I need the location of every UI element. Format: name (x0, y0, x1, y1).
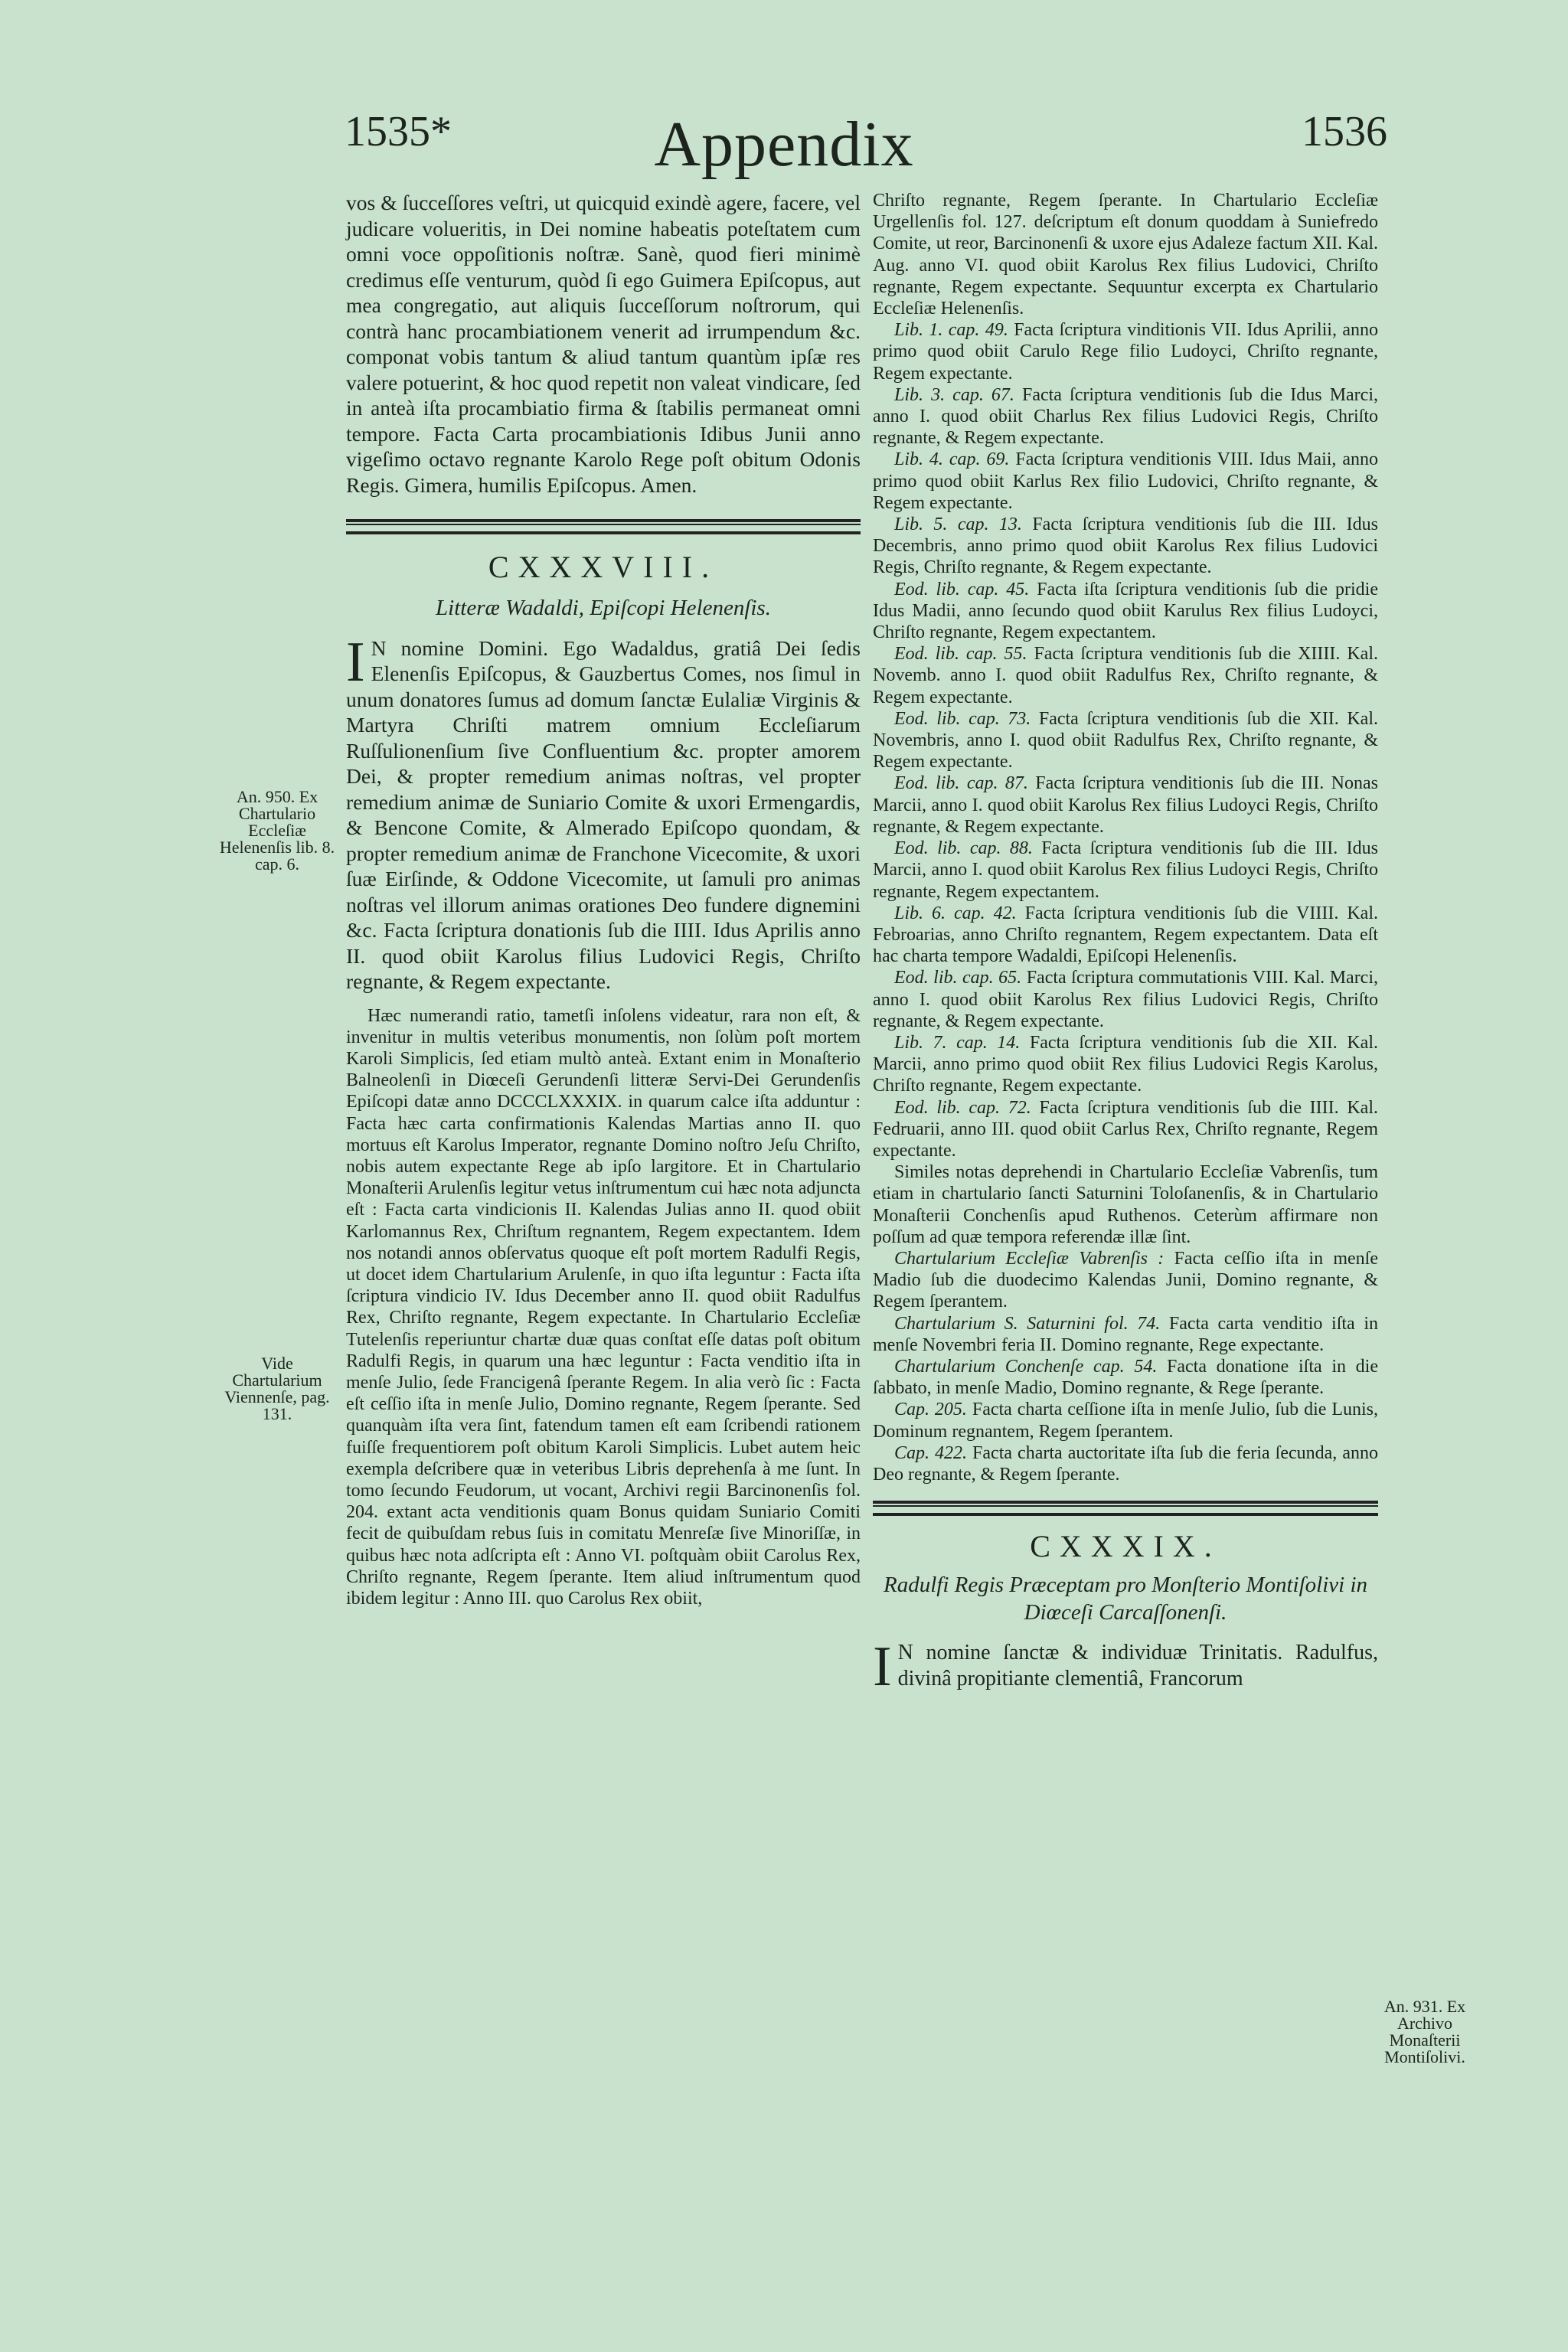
charter-138 (346, 630, 861, 995)
cartulary-excerpt (873, 1313, 1378, 1356)
cartulary-entry (873, 643, 1378, 708)
cartulary-entry-ref: Lib. 6. cap. 42. (894, 903, 1017, 923)
section-divider (346, 519, 861, 534)
cartulary-entry-text: Facta ſcriptura venditionis VIII. Idus Maii, anno primo quod obiit Karlus Rex filio Ludovici, Chriſto regnante, & Regem expectante. (873, 449, 1378, 513)
cartulary-entry (873, 708, 1378, 773)
cartulary-entry-text: Facta ſcriptura commutationis VIII. Kal. Marci, anno I. quod obiit Karolus Rex filius Ludovici Regis, Chriſto regnante, & Regem expectante. (873, 968, 1379, 1031)
margin-note-source: An. 950. Ex Chartulario Eccleſiæ Helenenſis lib. 8. cap. 6. (219, 787, 335, 874)
right-top-text: Chriſto regnante, Regem ſperante. In Chartulario Eccleſiæ Urgellenſis fol. 127. deſcriptum eſt donum quoddam à Suniefredo Comite, ut reor, Barcinonenſi & uxore ejus Adaleze factum XII. Kal. Aug. anno VI. quod obiit Karolus Rex filius Ludovici, Chriſto regnante, Regem expectante. Sequuntur excerpta ex Chartulario Eccleſiæ Helenenſis. (873, 191, 1378, 319)
section-number-138: CXXXVIII. (488, 550, 719, 584)
cartulary-excerpt-text: Facta charta auctoritate iſta ſub die feria ſecunda, anno Deo regnante, & Regem ſperante. (873, 1442, 1378, 1485)
running-title: Appendix (654, 109, 914, 180)
section-number-139: CXXXIX. (1030, 1529, 1221, 1564)
cartulary-entry-ref: Eod. lib. cap. 72. (894, 1097, 1031, 1118)
cartulary-excerpt-ref: Cap. 422. (894, 1442, 968, 1463)
charter-138-text: N nomine Domini. Ego Wadaldus, gratiâ Dei ſedis Elenenſis Epiſcopus, & Gauzbertus Comes, nos ſimul in unum donatores ſumus ad domum ſanctæ Eulaliæ Virginis & Martyra Chriſti matrem omnium Eccleſiarum Ruſſulionenſium ſive Confluentium &c. propter amorem Dei, & propter remedium animas noſtras, vel propter remedium animæ de Suniario Comite & uxori Ermengardis, & Bencone Comite, & Almerado Epiſcopo quondam, & propter remedium animæ de Franchone Vicecomite, & uxori ſuæ Eirſinde, & Oddone Vicecomite, ut ſamuli pro animas noſtras vel illorum animas orationes Deo fundere dignemini &c. Facta ſcriptura donationis ſub die IIII. Idus Aprilis anno II. quod obiit Karolus filius Ludovici Regis, Chriſto regnante, & Regem expectante. (346, 635, 861, 993)
cartulary-entry-ref: Lib. 4. cap. 69. (894, 449, 1010, 470)
charter-139-text: N nomine ſanctæ & individuæ Trinitatis. Radulfus, divinâ propitiante clementiâ, Francorum (897, 1641, 1378, 1691)
cartulary-entry (873, 1032, 1378, 1097)
left-column (346, 190, 861, 1609)
drop-cap-2: I (873, 1635, 892, 1699)
drop-cap: I (346, 630, 365, 694)
cartulary-entry (873, 967, 1378, 1032)
cartulary-entry-ref: Eod. lib. cap. 88. (894, 838, 1033, 859)
cartulary-entry-ref: Eod. lib. cap. 45. (894, 579, 1030, 599)
cartulary-entry-text: Facta ſcriptura venditionis ſub die Idus Marci, anno I. quod obiit Charlus Rex filius Ludovici Regis, Chriſto regnante, & Regem expectante. (873, 384, 1378, 449)
cartulary-entry-text: Facta ſcriptura venditionis ſub die III. Idus Decembris, anno primo quod obiit Karolus Rex filius Ludovici Regis, Chriſto regnante, & Regem expectante. (873, 514, 1378, 578)
cartulary-entry-text: Facta ſcriptura venditionis ſub die VIIII. Kal. Febroarias, anno Chriſto regnantem, Regem expectantem. Data eſt hac charta tempore Wadaldi, Epiſcopi Helenenſis. (873, 903, 1379, 967)
cartulary-entry (873, 773, 1378, 838)
section-divider-2 (873, 1501, 1378, 1516)
cartulary-excerpt-ref: Chartularium Eccleſiæ Vabrenſis : (894, 1248, 1165, 1269)
cartulary-excerpt (873, 1356, 1378, 1399)
cartulary-entry-ref: Lib. 3. cap. 67. (894, 384, 1014, 405)
cartulary-excerpt-ref: Cap. 205. (894, 1400, 967, 1420)
cartulary-entry-ref: Lib. 7. cap. 14. (894, 1032, 1021, 1053)
page-number-left: 1535* (345, 108, 452, 155)
margin-note-reference: Vide Chartularium Viennenſe, pag. 131. (224, 1354, 330, 1423)
cartulary-entry (873, 838, 1378, 903)
similes-paragraph: Similes notas deprehendi in Chartulario Eccleſiæ Vabrenſis, tum etiam in chartulario ſancti Saturnini Toloſanenſis, & in Chartulario Monaſterii Conchenſis apud Ruthenos. Ceterùm affirmare non poſſum ad quæ tempora referendæ illæ ſint. (873, 1162, 1378, 1247)
cartulary-entry-text: Facta iſta ſcriptura venditionis ſub die pridie Idus Madii, anno ſecundo quod obiit Karulus Rex filius Ludoyci, Chriſto regnante, Regem expectantem. (873, 579, 1378, 643)
cartulary-excerpt-text: Facta donatione iſta in die ſabbato, in menſe Madio, Domino regnante, & Rege ſperante. (873, 1356, 1378, 1399)
cartulary-excerpt-text: Facta ceſſio iſta in menſe Madio ſub die duodecimo Kalendas Junii, Domino regnante, & Regem ſperantem. (873, 1248, 1378, 1312)
cartulary-excerpt (873, 1248, 1378, 1313)
charter-139 (873, 1635, 1378, 1699)
cartulary-entry-text: Facta ſcriptura venditionis ſub die IIII. Kal. Fedruarii, anno III. quod obiit Carlus Rex, Chriſto regnante, Regem expectante. (873, 1097, 1378, 1161)
cartulary-entry-text: Facta ſcriptura venditionis ſub die XII. Kal. Novembris, anno I. quod obiit Radulfus Rex, Chriſto regnante, & Regem expectante. (873, 708, 1379, 773)
cartulary-excerpt-ref: Chartularium Conchenſe cap. 54. (894, 1356, 1158, 1377)
cartulary-entry-text: Facta ſcriptura vinditionis VII. Idus Aprilii, anno primo quod obiit Carulo Rege filio Ludoyci, Chriſto regnante, Regem expectante. (873, 320, 1379, 384)
cartulary-entries (873, 319, 1378, 1161)
cartulary-excerpt-ref: Chartularium S. Saturnini fol. 74. (894, 1313, 1161, 1334)
cartulary-entry-text: Facta ſcriptura venditionis ſub die XIIII. Kal. Novemb. anno I. quod obiit Radulfus Rex, Chriſto regnante, & Regem expectante. (873, 644, 1378, 707)
cartulary-excerpt-text: Facta charta ceſſione iſta in menſe Julio, ſub die Lunis, Dominum regnantem, Regem ſperantem. (873, 1400, 1378, 1442)
page-number-right: 1536 (1302, 108, 1387, 155)
cartulary-entry-text: Facta ſcriptura venditionis ſub die III. Nonas Marcii, anno I. quod obiit Karolus Rex filius Ludoyci Regis, Chriſto regnante, & Regem expectante. (873, 773, 1378, 837)
cartulary-entry (873, 449, 1378, 514)
cartulary-entry-ref: Eod. lib. cap. 65. (894, 968, 1022, 988)
section-title-139: Radulfi Regis Præceptam pro Monſterio Montiſolivi in Diœceſi Carcaſſonenſi. (883, 1573, 1368, 1625)
cartulary-entry-ref: Eod. lib. cap. 55. (894, 644, 1027, 665)
cartulary-excerpts (873, 1248, 1378, 1485)
cartulary-entry (873, 319, 1378, 384)
cartulary-excerpt-text: Facta carta venditio iſta in menſe Novembri feria II. Domino regnante, Rege expectante. (873, 1313, 1378, 1355)
commentary-paragraph: Hæc numerandi ratio, tametſi inſolens videatur, rara non eſt, & invenitur in multis veteribus monumentis, non ſolùm poſt mortem Karoli Simplicis, ſed etiam multò anteà. Extant enim in Monaſterio Balneolenſi in Diœceſi Gerundenſi litteræ Servi-Dei Gerundenſis Epiſcopi datæ anno DCCCLXXXIX. in quarum calce iſta adduntur : Facta hæc carta confirmationis Kalendas Martias anno II. quo mortuus eſt Karolus Imperator, regnante Domino noſtro Jeſu Chriſto, nobis autem expectante Rege ab ipſo largitore. Et in Chartulario Monaſterii Arulenſis legitur vetus inſtrumentum cui hæc nota adjuncta eſt : Facta carta vindicionis II. Kalendas Julias anno II. quod obiit Karlomannus Rex, Chriſtum regnantem, Regem expectantem. Idem nos notandi annos obſervatus quoque eſt poſt mortem Radulfi Regis, ut docet idem Chartularium Arulenſe, in quo iſta leguntur : Facta iſta ſcriptura vindicio IV. Idus December anno II. quod obiit Radulfus Rex, Chriſto regnante, Regem expectante. In Chartulario Eccleſiæ Tutelenſis reperiuntur chartæ duæ quas conſtat eſſe datas poſt obitum Radulfi Regis, in quarum una hæc leguntur : Facta venditio iſta in menſe Julio, ſede Francigenâ ſperante Regem. In alia verò ſic : Facta eſt ceſſio iſta in menſe Julio, Domino regnante, Regem ſperante. Sed quanquàm iſta vera ſint, fatendum tamen eſt eam ſcribendi rationem fuiſſe frequentiorem poſt obitum Karoli Simplicis. Lubet autem heic exempla deſcribere quæ in veteribus Libris deprehenſa à me ſunt. In tomo ſecundo Feudorum, ut vocant, Archivi regii Barcinonenſis fol. 204. extant acta venditionis quam Bonus quidam Suniario Comiti fecit de quibuſdam rebus ſuis in comitatu Menreſæ ſive Minoriſſæ, in quibus hæc nota adſcripta eſt : Anno VI. poſtquàm obiit Carolus Rex, Chriſto regnante, Regem ſperante. Item aliud inſtrumentum quod ibidem legitur : Anno III. quo Carolus Rex obiit, (346, 1005, 861, 1609)
cartulary-entry-ref: Eod. lib. cap. 87. (894, 773, 1028, 794)
section-title-138: Litteræ Wadaldi, Epiſcopi Helenenſis. (436, 595, 771, 620)
cartulary-entry-ref: Eod. lib. cap. 73. (894, 708, 1031, 729)
cartulary-entry-text: Facta ſcriptura venditionis ſub die III. Idus Marcii, anno I. quod obiit Karolus Rex filius Ludoyci Regis, Chriſto regnante, Regem expectantem. (873, 838, 1378, 902)
cartulary-entry-ref: Lib. 1. cap. 49. (894, 320, 1008, 341)
cartulary-entry-text: Facta ſcriptura venditionis ſub die XII. Kal. Marcii, anno primo quod obiit Rex filius Ludovici Regis Karolus, Chriſto regnante, Regem expectante. (873, 1032, 1379, 1096)
cartulary-entry (873, 514, 1378, 579)
right-column (873, 190, 1379, 1699)
cartulary-entry-ref: Lib. 5. cap. 13. (894, 514, 1022, 535)
cartulary-excerpt (873, 1399, 1378, 1442)
cartulary-entry (873, 903, 1378, 968)
cartulary-entry (873, 579, 1378, 644)
cartulary-excerpt (873, 1442, 1378, 1485)
left-top-text: vos & ſucceſſores veſtri, ut quicquid exindè agere, facere, vel judicare volueritis, in Dei nomine habeatis poteſtatem cum omni voce oppoſitionis noſtræ. Sanè, quod fieri minimè credimus eſſe venturum, quòd ſi ego Guimera Epiſcopus, aut mea congregatio, aut aliquis ſucceſſorum noſtrorum, qui contrà hanc procambiationem venerit ad irrumpendum &c. componat vobis tantum & aliud tantum quantùm ipſæ res valere potuerint, & hoc quod repetit non valeat vindicare, ſed in anteà iſta procambiatio firma & ſtabilis permaneat omni tempore. Facta Carta procambiationis Idibus Junii anno vigeſimo octavo regnante Karolo Rege poſt obitum Odonis Regis. Gimera, humilis Epiſcopus. Amen. (346, 191, 861, 497)
cartulary-entry (873, 1097, 1378, 1162)
cartulary-entry (873, 384, 1378, 449)
margin-note-source-2: An. 931. Ex Archivo Monaſterii Montiſolivi. (1383, 1997, 1466, 2066)
